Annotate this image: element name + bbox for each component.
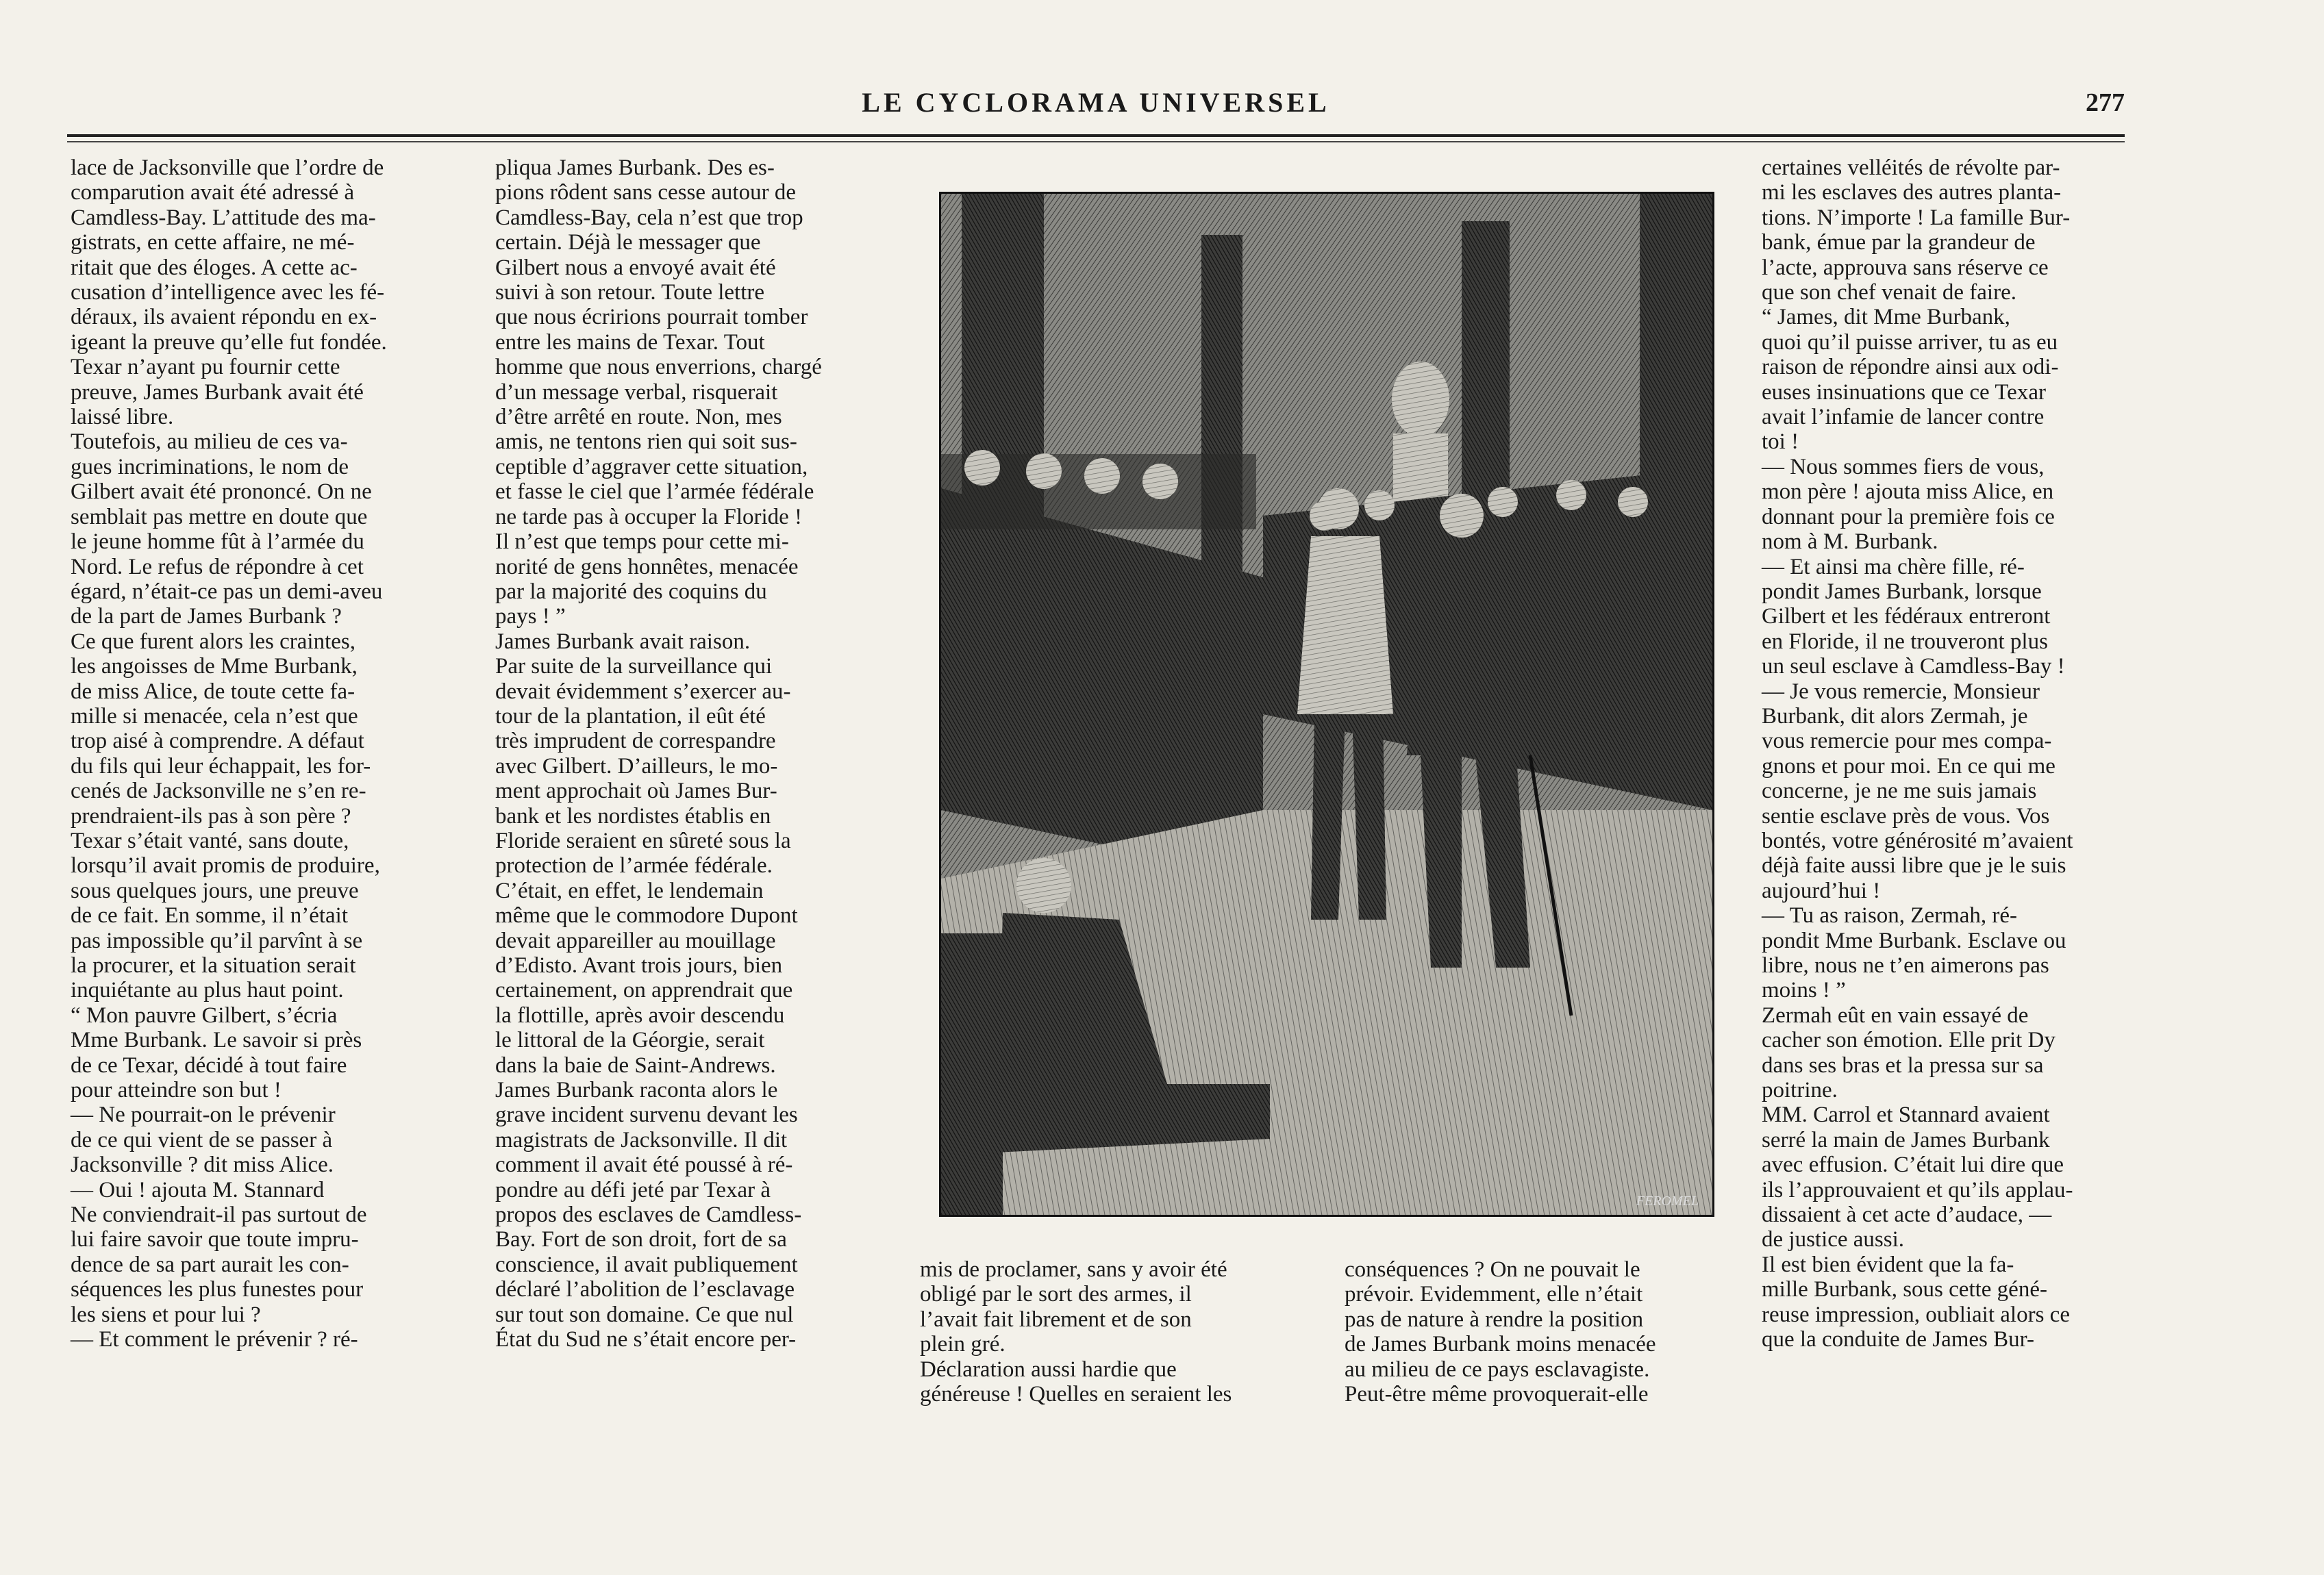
text-column-2: pliqua James Burbank. Des es- pions rôdent sans cesse autour de Camdless-Bay, cela n’est que trop certain. Déjà le messager que Gilbert nous a envoyé avait été suivi à son retour. Toute lettre que nous écririons pourrait tomber entre les mains de Texar. Tout homme que nous enverrions, chargé d’un message verbal, risquerait d’être arrêté en route. Non, mes amis, ne tentons rien qui soit sus- ceptible d’aggraver cette situation, et fasse le ciel que l’armée fédérale ne tarde pas à occuper la Floride ! Il n’est que temps pour cette mi- norité de gens honnêtes, menacée par la majorité des coquins du pays ! ” James Burbank avait raison. Par suite de la surveillance qui devait évidemment s’exercer au- tour de la plantation, il eût été très imprudent de correspandre avec Gilbert. D’ailleurs, le mo- ment approchait où James Bur- bank et les nordistes établis en Floride seraient en sûreté sous la protection de l’armée fédérale. C’était, en effet, le lendemain même que le commodore Dupont devait appareiller au mouillage d’Edisto. Avant trois jours, bien certainement, on apprendrait que la flottille, après avoir descendu le littoral de la Géorgie, serait dans la baie de Saint-Andrews. James Burbank raconta alors le grave incident survenu devant les magistrats de Jacksonville. Il dit comment il avait été poussé à ré- pondre au défi jeté par Texar à propos des esclaves de Camdless- Bay. Fort de son droit, fort de sa conscience, il avait publiquement déclaré l’abolition de l’esclavage sur tout son domaine. Ce que nul État du Sud ne s’était encore per- bbox=[495, 155, 822, 1352]
publication-title: LE CYCLORAMA UNIVERSEL bbox=[862, 87, 1330, 118]
text-column-5: certaines velléités de révolte par- mi les esclaves des autres planta- tions. N’importe ! La famille Bur- bank, émue par la grandeur de l’acte, approuva sans réserve ce que son chef venait de faire. “ James, dit Mme Burbank, quoi qu’il puisse arriver, tu as eu raison de répondre ainsi aux odi- euses insinuations que ce Texar avait l’infamie de lancer contre toi ! — Nous sommes fiers de vous, mon père ! ajouta miss Alice, en donnant pour la première fois ce nom à M. Burbank. — Et ainsi ma chère fille, ré- pondit James Burbank, lorsque Gilbert et les fédéraux entreront en Floride, il ne trouveront plus un seul esclave à Camdless-Bay ! — Je vous remercie, Monsieur Burbank, dit alors Zermah, je vous remercie pour mes compa- gnons et pour moi. En ce qui me concerne, je ne me suis jamais sentie esclave près de vous. Vos bontés, votre générosité m’avaient déjà faite aussi libre que je le suis aujourd’hui ! — Tu as raison, Zermah, ré- pondit Mme Burbank. Esclave ou libre, nous ne t’en aimerons pas moins ! ” Zermah eût en vain essayé de cacher son émotion. Elle prit Dy dans ses bras et la pressa sur sa poitrine. MM. Carrol et Stannard avaient serré la main de James Burbank avec effusion. C’était lui dire que ils l’approuvaient et qu’ils applau- dissaient à cet acte d’audace, — de justice aussi. Il est bien évident que la fa- mille Burbank, sous cette géné- reuse impression, oubliait alors ce que la conduite de James Bur- bbox=[1762, 155, 2073, 1352]
header-rule-thick bbox=[67, 134, 2125, 137]
page-number: 277 bbox=[2086, 88, 2125, 117]
header-rule-thin bbox=[67, 141, 2125, 142]
page-header bbox=[67, 81, 2125, 129]
text-column-3-bottom: mis de proclamer, sans y avoir été obligé par le sort des armes, il l’avait fait librement et de son plein gré. Déclaration aussi hardie que généreuse ! Quelles en seraient les bbox=[920, 1257, 1232, 1407]
engraving-artwork bbox=[941, 194, 1712, 1215]
engraver-signature: FEROMEL bbox=[1636, 1194, 1699, 1209]
courtroom-engraving bbox=[939, 192, 1714, 1217]
text-column-4-bottom: conséquences ? On ne pouvait le prévoir. Evidemment, elle n’était pas de nature à rendre la position de James Burbank moins menacée au milieu de ce pays esclavagiste. Peut-être même provoquerait-elle bbox=[1345, 1257, 1656, 1407]
text-column-1: lace de Jacksonville que l’ordre de comparution avait été adressé à Camdless-Bay. L’attitude des ma- gistrats, en cette affaire, ne mé- ritait que des éloges. A cette ac- cusation d’intelligence avec les fé- déraux, ils avaient répondu en ex- igeant la preuve qu’elle fut fondée. Texar n’ayant pu fournir cette preuve, James Burbank avait été laissé libre. Toutefois, au milieu de ces va- gues incriminations, le nom de Gilbert avait été prononcé. On ne semblait pas mettre en doute que le jeune homme fût à l’armée du Nord. Le refus de répondre à cet égard, n’était-ce pas un demi-aveu de la part de James Burbank ? Ce que furent alors les craintes, les angoisses de Mme Burbank, de miss Alice, de toute cette fa- mille si menacée, cela n’est que trop aisé à comprendre. A défaut du fils qui leur échappait, les for- cenés de Jacksonville ne s’en re- prendraient-ils pas à son père ? Texar s’était vanté, sans doute, lorsqu’il avait promis de produire, sous quelques jours, une preuve de ce fait. En somme, il n’était pas impossible qu’il parvînt à se la procurer, et la situation serait inquiétante au plus haut point. “ Mon pauvre Gilbert, s’écria Mme Burbank. Le savoir si près de ce Texar, décidé à tout faire pour atteindre son but ! — Ne pourrait-on le prévenir de ce qui vient de se passer à Jacksonville ? dit miss Alice. — Oui ! ajouta M. Stannard Ne conviendrait-il pas surtout de lui faire savoir que toute impru- dence de sa part aurait les con- séquences les plus funestes pour les siens et pour lui ? — Et comment le prévenir ? ré- bbox=[71, 155, 387, 1352]
